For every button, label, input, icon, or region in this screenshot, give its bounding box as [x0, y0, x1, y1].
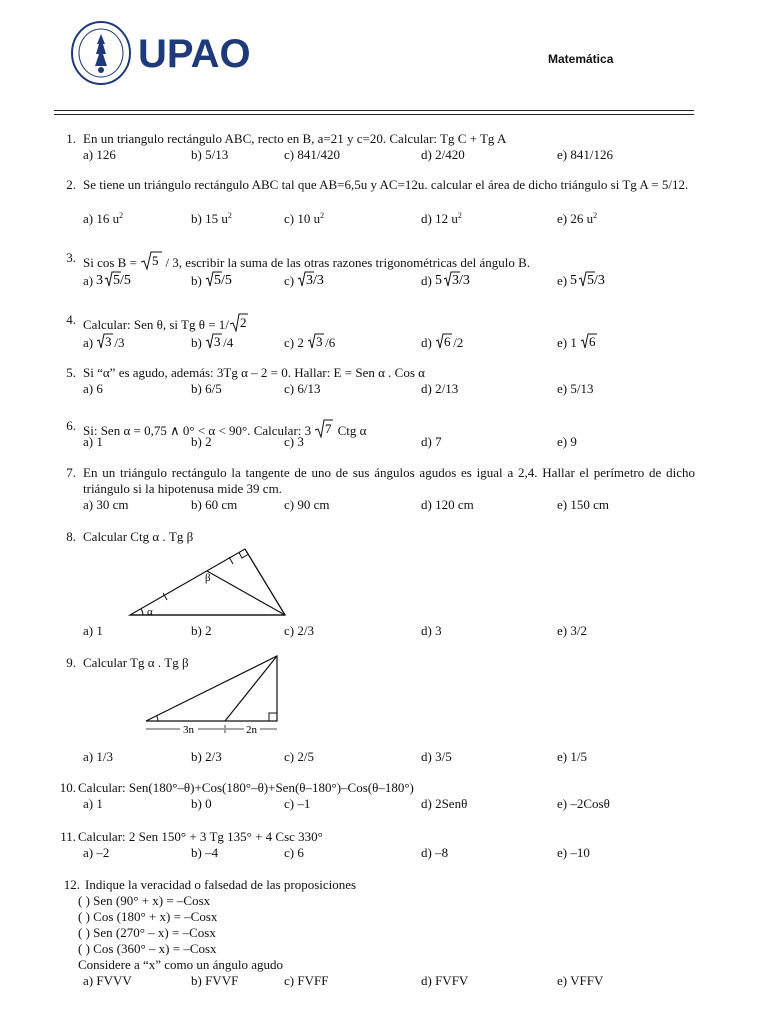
svg-text:5/5: 5/5: [113, 273, 132, 288]
options-row: [54, 332, 696, 350]
option-e: e) 26 $u^2$: [557, 211, 598, 226]
option-b: b) 2: [191, 434, 212, 449]
question-text: En un triángulo rectángulo la tangente de uno de sus ángulos agudos es igual a 2,4. Hallar el perímetro de dicho triángulo si la hipotenusa mide 39 cm.: [83, 465, 695, 496]
option-c: c) –1: [284, 796, 311, 811]
option-e: e) 150 cm: [557, 497, 609, 512]
question-number: 1.: [66, 131, 76, 146]
option-d: d) 2Senθ: [421, 796, 468, 811]
triangle-figure-8: [125, 543, 290, 619]
option-b: b) 0: [191, 796, 212, 811]
svg-text:5: 5: [570, 273, 578, 288]
question-text: Indique la veracidad o falsedad de las proposiciones: [85, 877, 357, 892]
option-e: e) –10: [557, 845, 590, 860]
header-divider: [54, 114, 694, 115]
option-b: b) 2/3: [191, 749, 222, 764]
header-divider: [54, 110, 694, 111]
option-d: d) –8: [421, 845, 449, 860]
option-e: e) VFFV: [557, 973, 604, 988]
question-number: 7.: [66, 465, 76, 480]
option-c: c) 2/5: [284, 749, 314, 764]
option-d: d) 6 /2: [421, 334, 464, 350]
option-c: c) 2 3 /6: [284, 334, 336, 350]
option-b: b) FVVF: [191, 973, 239, 988]
beta-label: β: [205, 572, 211, 584]
option-e: e) 3/2: [557, 623, 587, 638]
question-text: Calcular: 2 Sen 150° + 3 Tg 135° + 4 Csc 330°: [78, 829, 323, 844]
option-c: c) FVFF: [284, 973, 329, 988]
option-e: e) –2Cosθ: [557, 796, 610, 811]
question-text: Si: Sen α = 0,75 ∧ 0° < α < 90°. Calcular: 3 7 Ctg α: [83, 421, 367, 438]
option-d: d) 3/5: [421, 749, 452, 764]
proposition-1: ( ) Sen (90° + x) = –Cosx: [78, 893, 211, 908]
option-e: e) 5 5/3: [557, 273, 606, 288]
question-number: 5.: [66, 365, 76, 380]
svg-text:2: 2: [239, 315, 247, 330]
option-a: a) 16 $u^2$: [83, 211, 124, 226]
question-number: 4.: [66, 312, 76, 327]
options-row: [54, 434, 696, 452]
question-text: Calcular: Sen(180°–θ)+Cos(180°–θ)+Sen(θ–180°)–Cos(θ–180°): [78, 780, 414, 795]
option-c: c) 90 cm: [284, 497, 330, 512]
option-a: a) 126: [83, 147, 116, 162]
option-a: a) 1/3: [83, 749, 113, 764]
option-e: e) 5/13: [557, 381, 594, 396]
question-text: En un triangulo rectángulo ABC, recto en B, a=21 y c=20. Calcular: Tg C + Tg A: [83, 131, 507, 146]
svg-text:5/3: 5/3: [587, 273, 606, 288]
svg-text:5: 5: [435, 273, 443, 288]
svg-text:6: 6: [444, 334, 451, 349]
option-b: b) 5/13: [191, 147, 229, 162]
upao-logo: [70, 18, 260, 90]
triangle-figure-9: [140, 651, 285, 739]
option-c: c) 10 $u^2$: [284, 211, 325, 226]
option-c: c) 3/3: [284, 273, 325, 288]
question-text: Calcular Ctg α . Tg β: [83, 529, 194, 544]
svg-text:3/3: 3/3: [306, 273, 325, 288]
options-row: [54, 623, 696, 641]
svg-text:3/3: 3/3: [452, 273, 470, 288]
option-a: a) 3 /3: [83, 334, 125, 350]
subject-title: Matemática: [548, 52, 614, 66]
option-a: a) 1: [83, 623, 103, 638]
question-text: Si “α” es agudo, además: 3Tg α – 2 = 0. Hallar: E = Sen α . Cos α: [83, 365, 425, 380]
option-b: b) 6/5: [191, 381, 222, 396]
question-text: Calcular: Sen θ, si Tg θ = 1/ 2: [83, 315, 247, 332]
option-e: e) 9: [557, 434, 577, 449]
option-c: c) 6/13: [284, 381, 321, 396]
svg-text:7: 7: [325, 421, 332, 436]
proposition-3: ( ) Sen (270° – x) = –Cosx: [78, 925, 216, 940]
alpha-label: α: [147, 606, 153, 618]
options-row: [54, 796, 696, 814]
sqrt5-symbol: [140, 250, 162, 270]
option-b: b) 15 $u^2$: [191, 211, 232, 226]
question-number: 12.: [63, 877, 80, 892]
option-d: d) FVFV: [421, 973, 469, 988]
question-number: 10.: [59, 780, 76, 795]
option-a: a) FVVV: [83, 973, 132, 988]
option-c: c) 841/420: [284, 147, 340, 162]
option-b: b) 2: [191, 623, 212, 638]
options-row: [54, 381, 696, 399]
segment-2n-label: 2n: [246, 724, 257, 736]
option-a: a) 1: [83, 434, 103, 449]
question-number: 8.: [66, 529, 76, 544]
options-row: [54, 270, 696, 288]
option-d: d) 3: [421, 623, 442, 638]
question-number: 9.: [66, 655, 76, 670]
option-b: b) –4: [191, 845, 219, 860]
proposition-4: ( ) Cos (360° – x) = –Cosx: [78, 941, 217, 956]
svg-text:3: 3: [105, 334, 112, 349]
options-row: [54, 147, 696, 165]
option-e: e) 1 6: [557, 334, 596, 350]
question-text: Si cos B = 5 / 3, escribir la suma de las otras razones trigonométricas del ángulo B.: [83, 250, 695, 271]
svg-text:3: 3: [316, 334, 323, 349]
option-e: e) 841/126: [557, 147, 613, 162]
option-d: d) 2/13: [421, 381, 459, 396]
question-number: 11.: [60, 829, 76, 844]
option-c: c) 6: [284, 845, 304, 860]
brand-name: UPAO: [138, 32, 251, 76]
svg-text:5: 5: [152, 253, 159, 268]
options-row: [54, 845, 696, 863]
option-d: d) 120 cm: [421, 497, 474, 512]
question-number: 6.: [66, 418, 76, 433]
svg-text:6: 6: [589, 334, 596, 349]
question-text: Se tiene un triángulo rectángulo ABC tal que AB=6,5u y AC=12u. calcular el área de dicho triángulo si Tg A = 5/12.: [83, 177, 689, 192]
options-row: [54, 208, 696, 226]
option-b: b) 3 /4: [191, 334, 234, 350]
option-d: d) 7: [421, 434, 442, 449]
option-b: b) 5/5: [191, 273, 232, 288]
option-a: a) –2: [83, 845, 110, 860]
option-e: e) 1/5: [557, 749, 587, 764]
proposition-2: ( ) Cos (180° + x) = –Cosx: [78, 909, 218, 924]
university-seal-icon: [70, 20, 132, 86]
option-b: b) 60 cm: [191, 497, 238, 512]
question-number: 2.: [66, 177, 76, 192]
option-a: a) 1: [83, 796, 103, 811]
option-c: c) 2/3: [284, 623, 314, 638]
svg-text:5/5: 5/5: [214, 273, 232, 288]
option-d: d) 12 $u^2$: [421, 211, 462, 226]
segment-3n-label: 3n: [183, 724, 194, 736]
option-a: a) 3 5/5: [83, 273, 132, 288]
question-text: Calcular Tg α . Tg β: [83, 655, 189, 670]
option-d: d) 5 3/3: [421, 273, 470, 288]
option-c: c) 3: [284, 434, 304, 449]
options-row: [54, 497, 696, 515]
option-a: a) 6: [83, 381, 103, 396]
note-text: Considere a “x” como un ángulo agudo: [78, 957, 284, 972]
svg-text:3: 3: [96, 273, 104, 288]
options-row: [54, 749, 696, 767]
option-a: a) 30 cm: [83, 497, 129, 512]
question-number: 3.: [66, 250, 76, 265]
svg-text:3: 3: [214, 334, 221, 349]
options-row: [54, 973, 696, 991]
option-d: d) 2/420: [421, 147, 465, 162]
